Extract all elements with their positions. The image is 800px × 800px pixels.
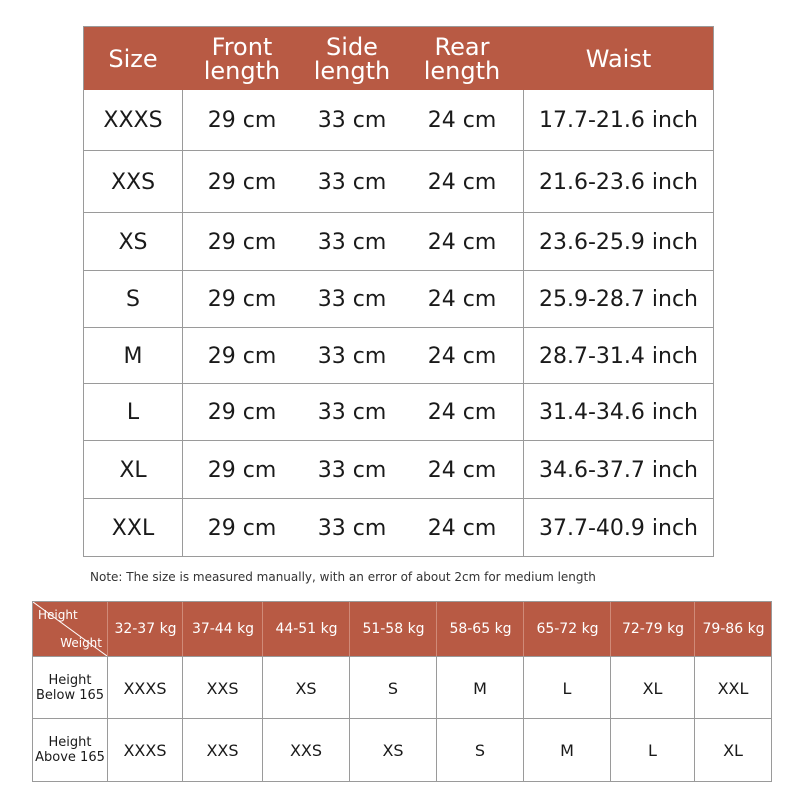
side-length-cell: 33 cm bbox=[317, 343, 387, 369]
rear-length-cell: 24 cm bbox=[427, 169, 497, 195]
weight-header-cell: 79-86 kg bbox=[694, 602, 772, 656]
size-cell: XXXS bbox=[103, 107, 163, 133]
rear-length-cell: 24 cm bbox=[427, 229, 497, 255]
header-side-length: Side length bbox=[313, 32, 391, 85]
weight-header-cell: 65-72 kg bbox=[523, 602, 611, 656]
recommended-size-cell: XXS bbox=[182, 719, 262, 781]
waist-cell: 25.9-28.7 inch bbox=[539, 287, 698, 312]
waist-cell: 37.7-40.9 inch bbox=[539, 515, 698, 541]
front-length-cell: 29 cm bbox=[207, 457, 277, 483]
height-row bbox=[33, 656, 771, 719]
height-label-line2: Above 165 bbox=[35, 750, 105, 765]
side-length-cell: 33 cm bbox=[317, 457, 387, 483]
side-length-cell: 33 cm bbox=[317, 515, 387, 541]
size-row bbox=[84, 270, 713, 328]
recommended-size-cell: XXXS bbox=[107, 657, 182, 719]
rear-length-cell: 24 cm bbox=[427, 287, 497, 312]
header-rear-length: Rear length bbox=[423, 32, 501, 85]
header-front-length: Front length bbox=[203, 32, 281, 85]
header-waist: Waist bbox=[585, 44, 652, 73]
recommended-size-cell: XXXS bbox=[107, 719, 182, 781]
recommended-size-cell: XXS bbox=[182, 657, 262, 719]
size-row bbox=[84, 212, 713, 271]
front-length-cell: 29 cm bbox=[207, 400, 277, 425]
height-label-line2: Below 165 bbox=[35, 688, 105, 703]
front-length-cell: 29 cm bbox=[207, 515, 277, 541]
front-length-cell: 29 cm bbox=[207, 343, 277, 369]
size-row bbox=[84, 440, 713, 499]
front-length-cell: 29 cm bbox=[207, 169, 277, 195]
side-length-cell: 33 cm bbox=[317, 400, 387, 425]
front-length-cell: 29 cm bbox=[207, 287, 277, 312]
height-weight-header bbox=[33, 602, 771, 656]
size-cell: XXL bbox=[111, 515, 155, 541]
size-row bbox=[84, 90, 713, 150]
waist-cell: 17.7-21.6 inch bbox=[539, 107, 698, 133]
weight-header-cell: 32-37 kg bbox=[107, 602, 183, 656]
side-length-cell: 33 cm bbox=[317, 287, 387, 312]
size-cell: L bbox=[126, 400, 140, 425]
size-cell: XXS bbox=[110, 169, 156, 195]
weight-header-cell: 72-79 kg bbox=[610, 602, 695, 656]
size-chart-header bbox=[84, 27, 713, 90]
size-chart-table bbox=[83, 26, 714, 557]
recommended-size-cell: XXL bbox=[694, 657, 771, 719]
waist-cell: 34.6-37.7 inch bbox=[539, 457, 698, 483]
side-length-cell: 33 cm bbox=[317, 107, 387, 133]
size-row bbox=[84, 327, 713, 384]
weight-header-cell: 37-44 kg bbox=[182, 602, 263, 656]
corner-weight-label: Weight bbox=[60, 636, 102, 650]
front-length-cell: 29 cm bbox=[207, 229, 277, 255]
recommended-size-cell: L bbox=[610, 719, 694, 781]
header-size: Size bbox=[108, 44, 158, 73]
corner-height-label: Height bbox=[38, 608, 78, 622]
size-row bbox=[84, 498, 713, 557]
rear-length-cell: 24 cm bbox=[427, 515, 497, 541]
size-cell: XS bbox=[118, 229, 148, 255]
weight-header-cell: 44-51 kg bbox=[262, 602, 350, 656]
waist-cell: 23.6-25.9 inch bbox=[539, 229, 698, 255]
header-corner-cell bbox=[33, 602, 107, 656]
size-cell: M bbox=[123, 343, 143, 369]
rear-length-cell: 24 cm bbox=[427, 343, 497, 369]
height-weight-table bbox=[32, 601, 772, 782]
height-label-line1: Height bbox=[48, 735, 92, 750]
recommended-size-cell: S bbox=[349, 657, 436, 719]
recommended-size-cell: M bbox=[523, 719, 610, 781]
rear-length-cell: 24 cm bbox=[427, 457, 497, 483]
waist-cell: 21.6-23.6 inch bbox=[539, 169, 698, 195]
recommended-size-cell: XL bbox=[610, 657, 694, 719]
front-length-cell: 29 cm bbox=[207, 107, 277, 133]
measurement-note: Note: The size is measured manually, with an error of about 2cm for medium length bbox=[90, 570, 596, 584]
recommended-size-cell: XS bbox=[349, 719, 436, 781]
size-cell: XL bbox=[119, 457, 147, 483]
waist-cell: 31.4-34.6 inch bbox=[539, 400, 698, 425]
size-row bbox=[84, 150, 713, 213]
side-length-cell: 33 cm bbox=[317, 229, 387, 255]
recommended-size-cell: L bbox=[523, 657, 610, 719]
size-row bbox=[84, 383, 713, 441]
recommended-size-cell: S bbox=[436, 719, 523, 781]
height-row bbox=[33, 718, 771, 781]
size-cell: S bbox=[126, 287, 140, 312]
rear-length-cell: 24 cm bbox=[427, 400, 497, 425]
recommended-size-cell: XS bbox=[262, 657, 349, 719]
waist-cell: 28.7-31.4 inch bbox=[539, 343, 698, 369]
height-row-label bbox=[33, 657, 107, 719]
recommended-size-cell: M bbox=[436, 657, 523, 719]
recommended-size-cell: XXS bbox=[262, 719, 349, 781]
side-length-cell: 33 cm bbox=[317, 169, 387, 195]
recommended-size-cell: XL bbox=[694, 719, 771, 781]
height-label-line1: Height bbox=[48, 673, 92, 688]
height-row-label bbox=[33, 719, 107, 781]
weight-header-cell: 58-65 kg bbox=[436, 602, 524, 656]
weight-header-cell: 51-58 kg bbox=[349, 602, 437, 656]
rear-length-cell: 24 cm bbox=[427, 107, 497, 133]
